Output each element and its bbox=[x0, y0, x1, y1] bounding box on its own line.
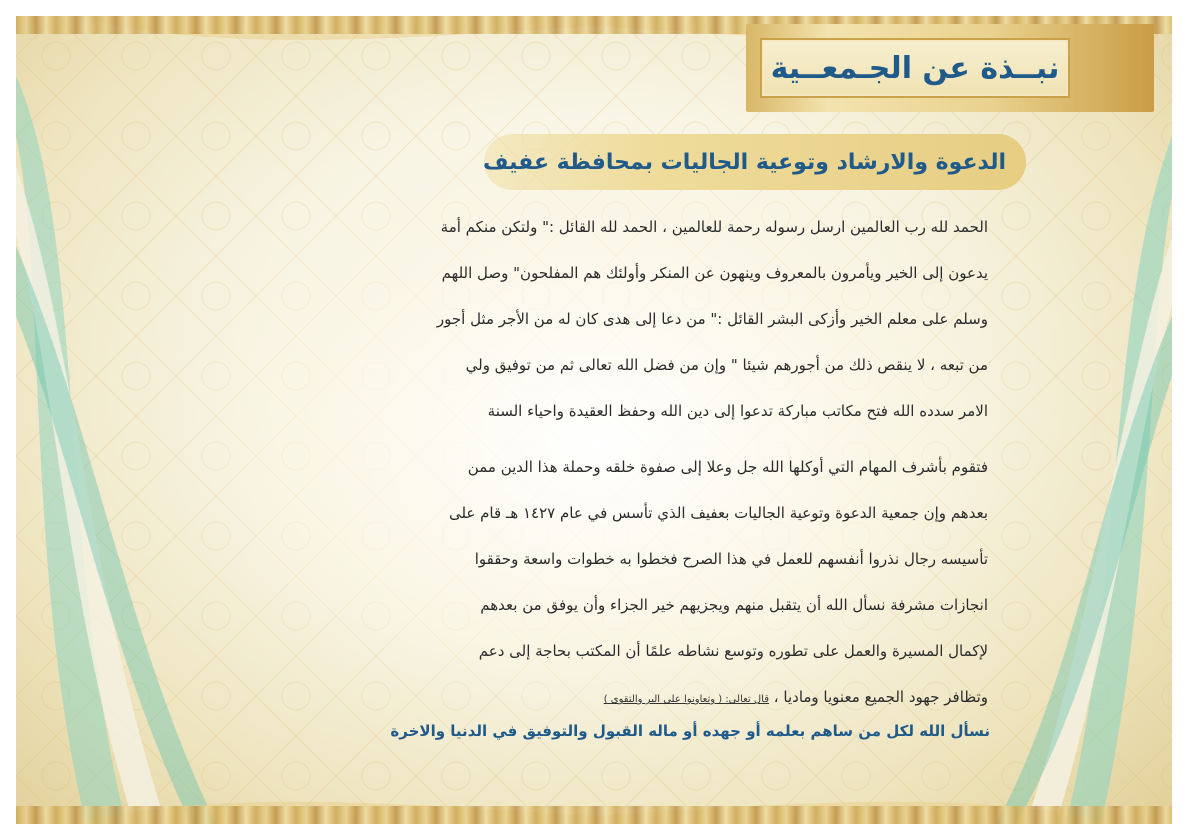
bottom-gold-border bbox=[16, 806, 1172, 824]
paragraph-line: وسلم على معلم الخير وأزكى البشر القائل :" من دعا إلى هدى كان له من الأجر مثل أجور bbox=[436, 310, 988, 328]
organization-name: الدعوة والارشاد وتوعية الجاليات بمحافظة عفيف bbox=[482, 149, 1006, 175]
page-title: نبــذة عن الجـمعــية bbox=[770, 50, 1060, 86]
paragraph-line: من تبعه ، لا ينقص ذلك من أجورهم شيئا " وإن من فضل الله تعالى ثم من توفيق ولي bbox=[465, 356, 988, 374]
paragraph-last-line bbox=[238, 674, 988, 720]
title-plaque bbox=[746, 24, 1154, 112]
paragraph-gap bbox=[238, 434, 988, 444]
paragraph-line: الامر سدده الله فتح مكاتب مباركة تدعوا إلى دين الله وحفظ العقيدة واحياء السنة bbox=[487, 402, 988, 420]
quran-verse: قال تعالى: ( وتعاونوا على البر والتقوى ) bbox=[603, 694, 769, 705]
paragraph-line: تأسيسه رجال نذروا أنفسهم للعمل في هذا الصرح فخطوا به خطوات واسعة وحققوا bbox=[474, 550, 988, 568]
closing-prayer: نسأل الله لكل من ساهم بعلمه أو جهده أو ماله القبول والتوفيق في الدنيا والاخرة bbox=[390, 722, 990, 740]
paragraph-line: انجازات مشرفة نسأل الله أن يتقبل منهم ويجزيهم خير الجزاء وأن يوفق من بعدهم bbox=[480, 596, 988, 614]
paragraph-line: الحمد لله رب العالمين ارسل رسوله رحمة للعالمين ، الحمد لله القائل :" ولتكن منكم أمة bbox=[440, 218, 988, 236]
paragraph-line: لإكمال المسيرة والعمل على تطوره وتوسع نشاطه علمًا أن المكتب بحاجة إلى دعم bbox=[478, 642, 988, 660]
subtitle-banner bbox=[484, 134, 1026, 190]
paragraph-line: يدعون إلى الخير ويأمرون بالمعروف وينهون عن المنكر وأولئك هم المفلحون" وصل اللهم bbox=[441, 264, 988, 282]
title-inner-frame bbox=[760, 38, 1070, 98]
about-text bbox=[238, 204, 988, 720]
last-line-text: وتظافر جهود الجميع معنويا وماديا ، bbox=[773, 688, 988, 706]
paragraph-line: فتقوم بأشرف المهام التي أوكلها الله جل وعلا إلى صفوة خلقه وحملة هذا الدين ممن bbox=[467, 458, 988, 476]
paragraph-line: بعدهم وإن جمعية الدعوة وتوعية الجاليات بعفيف الذي تأسس في عام ١٤٢٧ هـ قام على bbox=[448, 504, 988, 522]
